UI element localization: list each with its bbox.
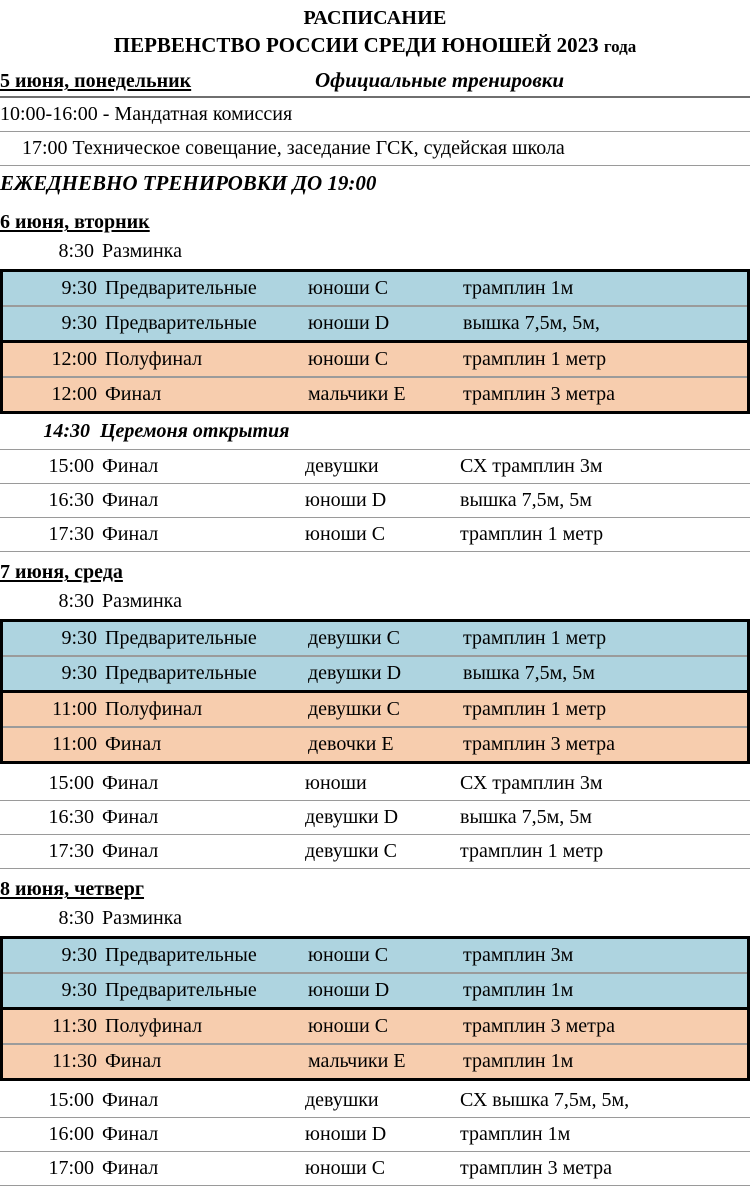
table-row bbox=[3, 657, 747, 690]
page-subtitle bbox=[0, 32, 750, 59]
list-item bbox=[0, 98, 750, 132]
row-event: Финал bbox=[102, 806, 159, 829]
row-time: 16:30 bbox=[48, 806, 94, 829]
day-header-june-8 bbox=[0, 869, 750, 903]
row-venue: вышка 7,5м, 5м bbox=[460, 489, 592, 512]
row-event: Полуфинал bbox=[105, 698, 203, 721]
row-venue: трамплин 3 метра bbox=[463, 733, 616, 756]
row-group: юноши D bbox=[308, 979, 390, 1002]
row-time: 16:30 bbox=[48, 489, 94, 512]
page-title: РАСПИСАНИЕ bbox=[303, 7, 447, 29]
row-group: юноши С bbox=[305, 523, 386, 546]
row-event: Финал bbox=[105, 383, 162, 406]
row-time: 17:30 bbox=[48, 523, 94, 546]
row-venue: вышка 7,5м, 5м bbox=[460, 806, 592, 829]
finals-list-june-6 bbox=[0, 450, 750, 552]
row-indent bbox=[0, 138, 22, 158]
row-venue: вышка 7,5м, 5м, bbox=[463, 312, 600, 335]
document-title-block bbox=[0, 0, 750, 59]
row-group: девушки bbox=[305, 455, 379, 478]
row-event: Полуфинал bbox=[105, 1015, 203, 1038]
row-group: девушки С bbox=[308, 698, 400, 721]
day-note-official-trainings: Официальные тренировки bbox=[315, 68, 565, 93]
row-group: юноши С bbox=[308, 348, 389, 371]
ceremony-time: 14:30 bbox=[43, 420, 90, 443]
row-venue: трамплин 3 метра bbox=[463, 383, 616, 406]
row-venue: трамплин 1м bbox=[460, 1123, 571, 1146]
row-group: мальчики Е bbox=[308, 383, 406, 406]
page-subtitle-main: ПЕРВЕНСТВО РОССИИ СРЕДИ ЮНОШЕЙ 2023 bbox=[113, 33, 599, 57]
highlight-block-june-7 bbox=[0, 619, 750, 764]
daily-training-banner: ЕЖЕДНЕВНО ТРЕНИРОВКИ ДО 19:00 bbox=[0, 171, 377, 196]
row-event: Предварительные bbox=[105, 944, 257, 967]
row-venue: трамплин 3 метра bbox=[460, 1157, 613, 1180]
day-header-june-6 bbox=[0, 202, 750, 236]
table-row bbox=[3, 272, 747, 305]
row-venue: трамплин 1 метр bbox=[463, 627, 607, 650]
row-venue: СХ трамплин 3м bbox=[460, 772, 603, 795]
row-group: девушки С bbox=[308, 627, 400, 650]
row-venue: трамплин 1 метр bbox=[463, 348, 607, 371]
row-group: девушки С bbox=[305, 840, 397, 863]
row-time: 15:00 bbox=[48, 455, 94, 478]
row-time: 9:30 bbox=[61, 627, 97, 650]
row-event: Полуфинал bbox=[105, 348, 203, 371]
table-row bbox=[0, 1118, 750, 1152]
row-event: Финал bbox=[105, 733, 162, 756]
row-venue: трамплин 1 метр bbox=[460, 523, 604, 546]
row-venue: трамплин 1м bbox=[463, 979, 574, 1002]
warmup-row-june-6 bbox=[0, 236, 750, 267]
row-event: Финал bbox=[102, 455, 159, 478]
table-row bbox=[0, 1152, 750, 1186]
technical-meeting-text: 17:00 Техническое совещание, заседание ГСК, судейская школа bbox=[22, 137, 565, 160]
row-event: Финал bbox=[102, 1089, 159, 1112]
row-group: юноши D bbox=[305, 489, 387, 512]
table-row bbox=[0, 801, 750, 835]
table-row bbox=[3, 622, 747, 655]
row-group: девушки D bbox=[305, 806, 399, 829]
warmup-row-june-7 bbox=[0, 586, 750, 617]
row-event: Предварительные bbox=[105, 662, 257, 685]
list-item bbox=[0, 132, 750, 166]
table-row bbox=[3, 307, 747, 340]
warmup-label: Разминка bbox=[102, 590, 182, 613]
row-event: Финал bbox=[102, 1123, 159, 1146]
finals-list-june-8 bbox=[0, 1084, 750, 1186]
row-event: Предварительные bbox=[105, 627, 257, 650]
day-header-june-7 bbox=[0, 552, 750, 586]
row-time: 15:00 bbox=[48, 1089, 94, 1112]
row-event: Финал bbox=[102, 489, 159, 512]
row-group: девушки bbox=[305, 1089, 379, 1112]
row-venue: трамплин 1м bbox=[463, 1050, 574, 1073]
row-time: 11:30 bbox=[52, 1015, 97, 1038]
day-header-june-5 bbox=[0, 59, 750, 98]
warmup-time: 8:30 bbox=[58, 907, 94, 930]
finals-list-june-7 bbox=[0, 767, 750, 869]
row-time: 17:00 bbox=[48, 1157, 94, 1180]
table-row bbox=[0, 767, 750, 801]
table-row bbox=[3, 728, 747, 761]
day-date-june-5: 5 июня, понедельник bbox=[0, 70, 192, 93]
day-date-june-6: 6 июня, вторник bbox=[0, 211, 150, 234]
table-row bbox=[3, 1045, 747, 1078]
row-venue: трамплин 1 метр bbox=[460, 840, 604, 863]
warmup-time: 8:30 bbox=[58, 590, 94, 613]
table-row bbox=[3, 378, 747, 411]
row-event: Предварительные bbox=[105, 277, 257, 300]
day-date-june-7: 7 июня, среда bbox=[0, 561, 123, 584]
row-time: 15:00 bbox=[48, 772, 94, 795]
row-group: юноши С bbox=[305, 1157, 386, 1180]
day-date-june-8: 8 июня, четверг bbox=[0, 878, 145, 901]
row-group: юноши D bbox=[305, 1123, 387, 1146]
row-group: мальчики Е bbox=[308, 1050, 406, 1073]
table-row bbox=[3, 939, 747, 972]
row-time: 11:00 bbox=[52, 733, 97, 756]
row-venue: СХ вышка 7,5м, 5м, bbox=[460, 1089, 630, 1112]
row-group: девушки D bbox=[308, 662, 402, 685]
row-time: 9:30 bbox=[61, 944, 97, 967]
row-venue: вышка 7,5м, 5м bbox=[463, 662, 595, 685]
row-time: 11:00 bbox=[52, 698, 97, 721]
row-event: Предварительные bbox=[105, 312, 257, 335]
row-group: юноши С bbox=[308, 1015, 389, 1038]
row-time: 12:00 bbox=[51, 383, 97, 406]
ceremony-label: Церемоня открытия bbox=[100, 420, 290, 443]
row-event: Финал bbox=[102, 840, 159, 863]
warmup-label: Разминка bbox=[102, 240, 182, 263]
row-event: Финал bbox=[105, 1050, 162, 1073]
row-event: Финал bbox=[102, 1157, 159, 1180]
table-row bbox=[3, 343, 747, 376]
table-row bbox=[3, 1010, 747, 1043]
row-group: юноши С bbox=[308, 277, 389, 300]
row-time: 12:00 bbox=[51, 348, 97, 371]
table-row bbox=[0, 518, 750, 552]
row-group: девочки Е bbox=[308, 733, 394, 756]
row-group: юноши bbox=[305, 772, 367, 795]
table-row bbox=[0, 450, 750, 484]
row-group: юноши С bbox=[308, 944, 389, 967]
highlight-block-june-6 bbox=[0, 269, 750, 414]
row-time: 17:30 bbox=[48, 840, 94, 863]
row-event: Предварительные bbox=[105, 979, 257, 1002]
warmup-row-june-8 bbox=[0, 903, 750, 934]
table-row bbox=[3, 974, 747, 1007]
row-time: 9:30 bbox=[61, 312, 97, 335]
row-venue: трамплин 1 метр bbox=[463, 698, 607, 721]
row-event: Финал bbox=[102, 523, 159, 546]
row-time: 9:30 bbox=[61, 662, 97, 685]
row-event: Финал bbox=[102, 772, 159, 795]
warmup-time: 8:30 bbox=[58, 240, 94, 263]
table-row bbox=[0, 835, 750, 869]
table-row bbox=[0, 484, 750, 518]
row-venue: трамплин 3м bbox=[463, 944, 574, 967]
row-time: 9:30 bbox=[61, 979, 97, 1002]
row-time: 11:30 bbox=[52, 1050, 97, 1073]
table-row bbox=[3, 693, 747, 726]
row-venue: трамплин 1м bbox=[463, 277, 574, 300]
row-venue: СХ трамплин 3м bbox=[460, 455, 603, 478]
opening-ceremony-row bbox=[0, 414, 750, 450]
table-row bbox=[0, 1084, 750, 1118]
page-subtitle-tail: года bbox=[603, 37, 637, 56]
row-time: 9:30 bbox=[61, 277, 97, 300]
warmup-label: Разминка bbox=[102, 907, 182, 930]
highlight-block-june-8 bbox=[0, 936, 750, 1081]
mandate-commission-text: 10:00-16:00 - Мандатная комиссия bbox=[0, 103, 293, 126]
row-venue: трамплин 3 метра bbox=[463, 1015, 616, 1038]
row-group: юноши D bbox=[308, 312, 390, 335]
row-time: 16:00 bbox=[48, 1123, 94, 1146]
